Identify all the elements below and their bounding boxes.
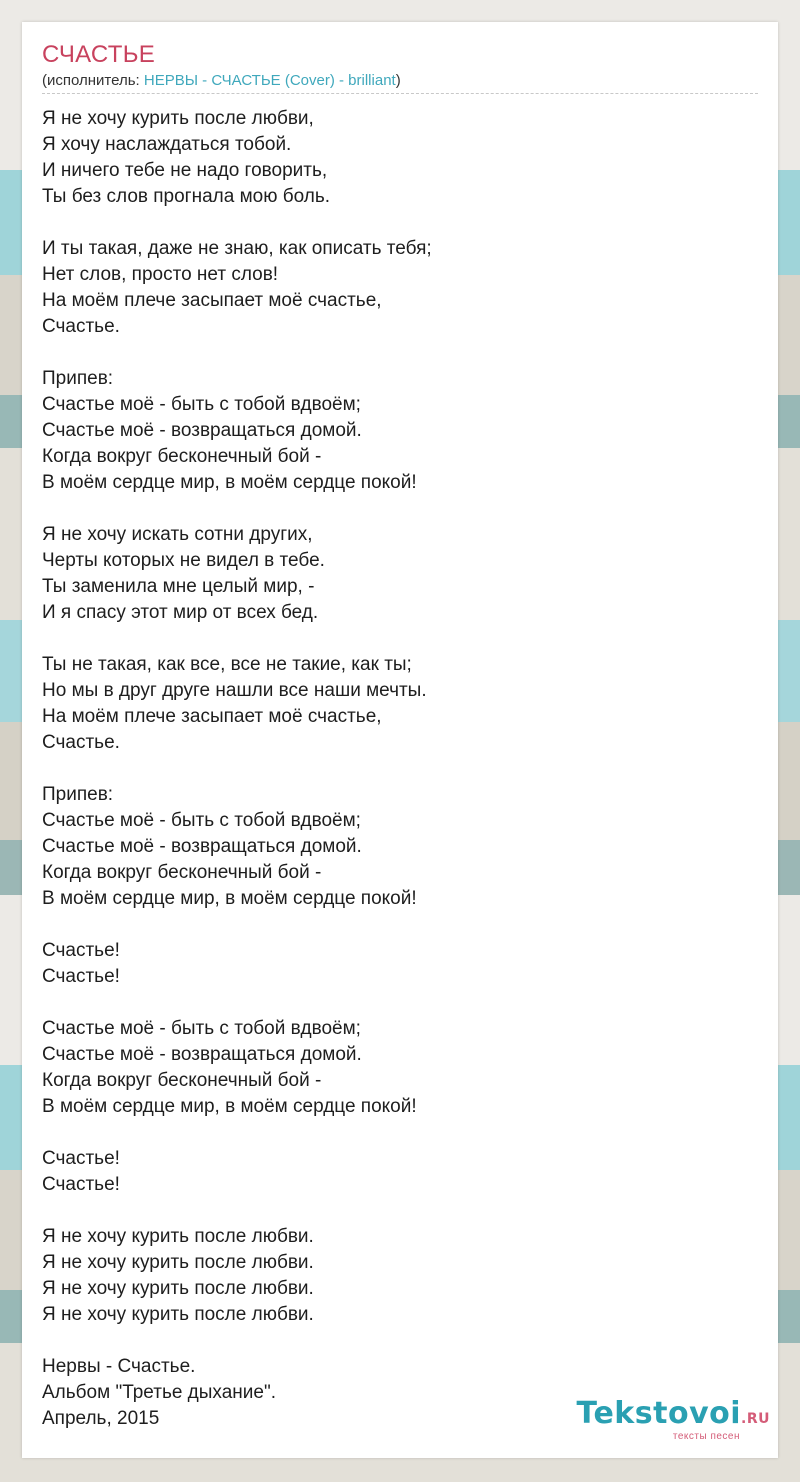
lyric-line: Счастье! <box>42 1148 120 1169</box>
lyric-line: Когда вокруг бесконечный бой - <box>42 862 322 883</box>
lyric-line: Но мы в друг друге нашли все наши мечты. <box>42 680 427 701</box>
lyric-line: И ты такая, даже не знаю, как описать тебя; <box>42 238 432 259</box>
lyric-line: Нервы - Счастье. <box>42 1356 196 1377</box>
lyric-line: Я не хочу искать сотни других, <box>42 524 313 545</box>
lyric-line: Счастье моё - быть с тобой вдвоём; <box>42 810 361 831</box>
lyric-line: Счастье. <box>42 732 120 753</box>
song-title: СЧАСТЬЕ <box>42 41 156 68</box>
lyric-line: Альбом "Третье дыхание". <box>42 1382 276 1403</box>
lyric-line: В моём сердце мир, в моём сердце покой! <box>42 888 417 909</box>
stanza-gap <box>42 1328 432 1354</box>
lyric-line: Счастье. <box>42 316 120 337</box>
lyric-line: На моём плече засыпает моё счастье, <box>42 706 382 727</box>
stanza-gap <box>42 210 432 236</box>
lyric-line: Я не хочу курить после любви. <box>42 1252 314 1273</box>
lyric-line: Когда вокруг бесконечный бой - <box>42 446 322 467</box>
lyric-line: Ты без слов прогнала мою боль. <box>42 186 331 207</box>
logo-domain: .RU <box>741 1411 770 1427</box>
stanza-gap <box>42 1198 432 1224</box>
lyric-line: Я не хочу курить после любви. <box>42 1304 314 1325</box>
stanza-gap <box>42 912 432 938</box>
lyric-line: Припев: <box>42 784 114 805</box>
lyric-line: Я хочу наслаждаться тобой. <box>42 134 292 155</box>
lyric-line: Счастье! <box>42 1174 120 1195</box>
lyric-line: В моём сердце мир, в моём сердце покой! <box>42 472 417 493</box>
lyric-line: Счастье моё - быть с тобой вдвоём; <box>42 394 361 415</box>
lyric-line: Черты которых не видел в тебе. <box>42 550 325 571</box>
lyric-line: Я не хочу курить после любви. <box>42 1226 314 1247</box>
lyric-line: Счастье моё - быть с тобой вдвоём; <box>42 1018 361 1039</box>
stanza-gap <box>42 1120 432 1146</box>
lyric-line: Нет слов, просто нет слов! <box>42 264 279 285</box>
lyric-line: Когда вокруг бесконечный бой - <box>42 1070 322 1091</box>
performer-link[interactable]: НЕРВЫ - СЧАСТЬЕ (Cover) - brilliant <box>143 72 396 89</box>
lyric-line: В моём сердце мир, в моём сердце покой! <box>42 1096 417 1117</box>
lyric-line: Счастье! <box>42 940 120 961</box>
lyric-line: Припев: <box>42 368 114 389</box>
stanza-gap <box>42 990 432 1016</box>
lyric-line: Счастье моё - возвращаться домой. <box>42 836 362 857</box>
performer-line <box>42 72 401 89</box>
performer-suffix: ) <box>395 72 401 89</box>
site-logo[interactable] <box>576 1398 770 1442</box>
performer-prefix: (исполнитель: <box>42 72 144 89</box>
logo-tagline: тексты песен <box>672 1431 740 1442</box>
stanza-gap <box>42 756 432 782</box>
lyric-line: Я не хочу курить после любви. <box>42 1278 314 1299</box>
lyric-line: На моём плече засыпает моё счастье, <box>42 290 382 311</box>
lyrics-text <box>42 106 432 1432</box>
lyric-line: И ничего тебе не надо говорить, <box>42 160 328 181</box>
dotted-divider <box>42 93 758 94</box>
lyric-line: Счастье моё - возвращаться домой. <box>42 420 362 441</box>
lyric-line: Ты заменила мне целый мир, - <box>42 576 315 597</box>
lyric-line: И я спасу этот мир от всех бед. <box>42 602 319 623</box>
lyric-line: Апрель, 2015 <box>42 1408 160 1429</box>
lyric-line: Я не хочу курить после любви, <box>42 108 314 129</box>
lyric-line: Ты не такая, как все, все не такие, как ты; <box>42 654 412 675</box>
logo-name: Tekstovoi <box>576 1396 742 1431</box>
stanza-gap <box>42 626 432 652</box>
lyrics-card <box>22 22 778 1458</box>
stanza-gap <box>42 340 432 366</box>
stanza-gap <box>42 496 432 522</box>
lyric-line: Счастье! <box>42 966 120 987</box>
lyric-line: Счастье моё - возвращаться домой. <box>42 1044 362 1065</box>
